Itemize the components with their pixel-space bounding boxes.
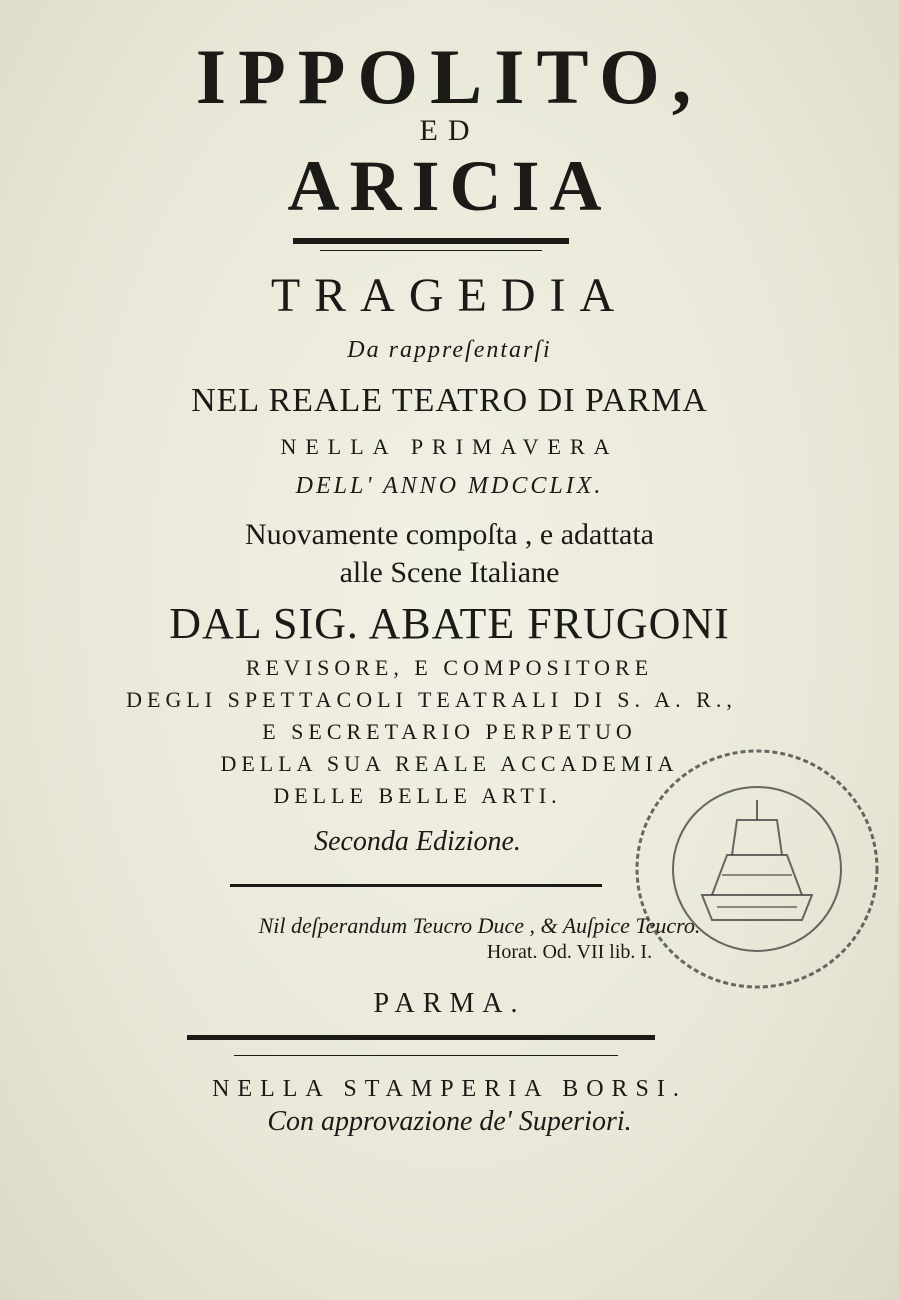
year: DELL' ANNO MDCCLIX. [295,473,604,499]
edition-rule [230,884,602,887]
printer: NELLA STAMPERIA BORSI. [212,1076,687,1102]
author-role-4: DELLA SUA REALE ACCADEMIA [220,751,679,776]
title-rule-thin [320,250,542,251]
city: PARMA. [373,988,526,1019]
imprint-rule-thin [234,1055,618,1056]
venue: NEL REALE TEATRO DI PARMA [191,382,708,419]
author: DAL SIG. ABATE FRUGONI [169,599,730,648]
season: NELLA PRIMAVERA [280,434,619,459]
author-role-5: DELLE BELLE ARTI. [273,783,562,808]
author-role-2: DEGLI SPETTACOLI TEATRALI DI S. A. R., [126,687,737,712]
imprint-rule-thick [187,1035,655,1040]
approval: Con approvazione de' Superiori. [267,1106,632,1137]
motto-source: Horat. Od. VII lib. I. [486,941,653,963]
title-ed: ED [419,114,480,147]
author-role-3: E SECRETARIO PERPETUO [262,719,637,744]
title-main: IPPOLITO, [195,33,704,120]
title-second: ARICIA [287,146,612,226]
library-stamp-seal [632,745,882,993]
genre: TRAGEDIA [270,269,629,322]
composed-line-1: Nuovamente compoſta , e adattata [245,518,654,551]
author-role-1: REVISORE, E COMPOSITORE [245,655,654,680]
composed-line-2: alle Scene Italiane [339,556,560,589]
edition: Seconda Edizione. [314,826,521,857]
subtitle: Da rappreſentarſi [347,337,552,363]
title-rule-thick [293,238,569,244]
motto: Nil deſperandum Teucro Duce , & Auſpice Teucro. [258,913,701,938]
